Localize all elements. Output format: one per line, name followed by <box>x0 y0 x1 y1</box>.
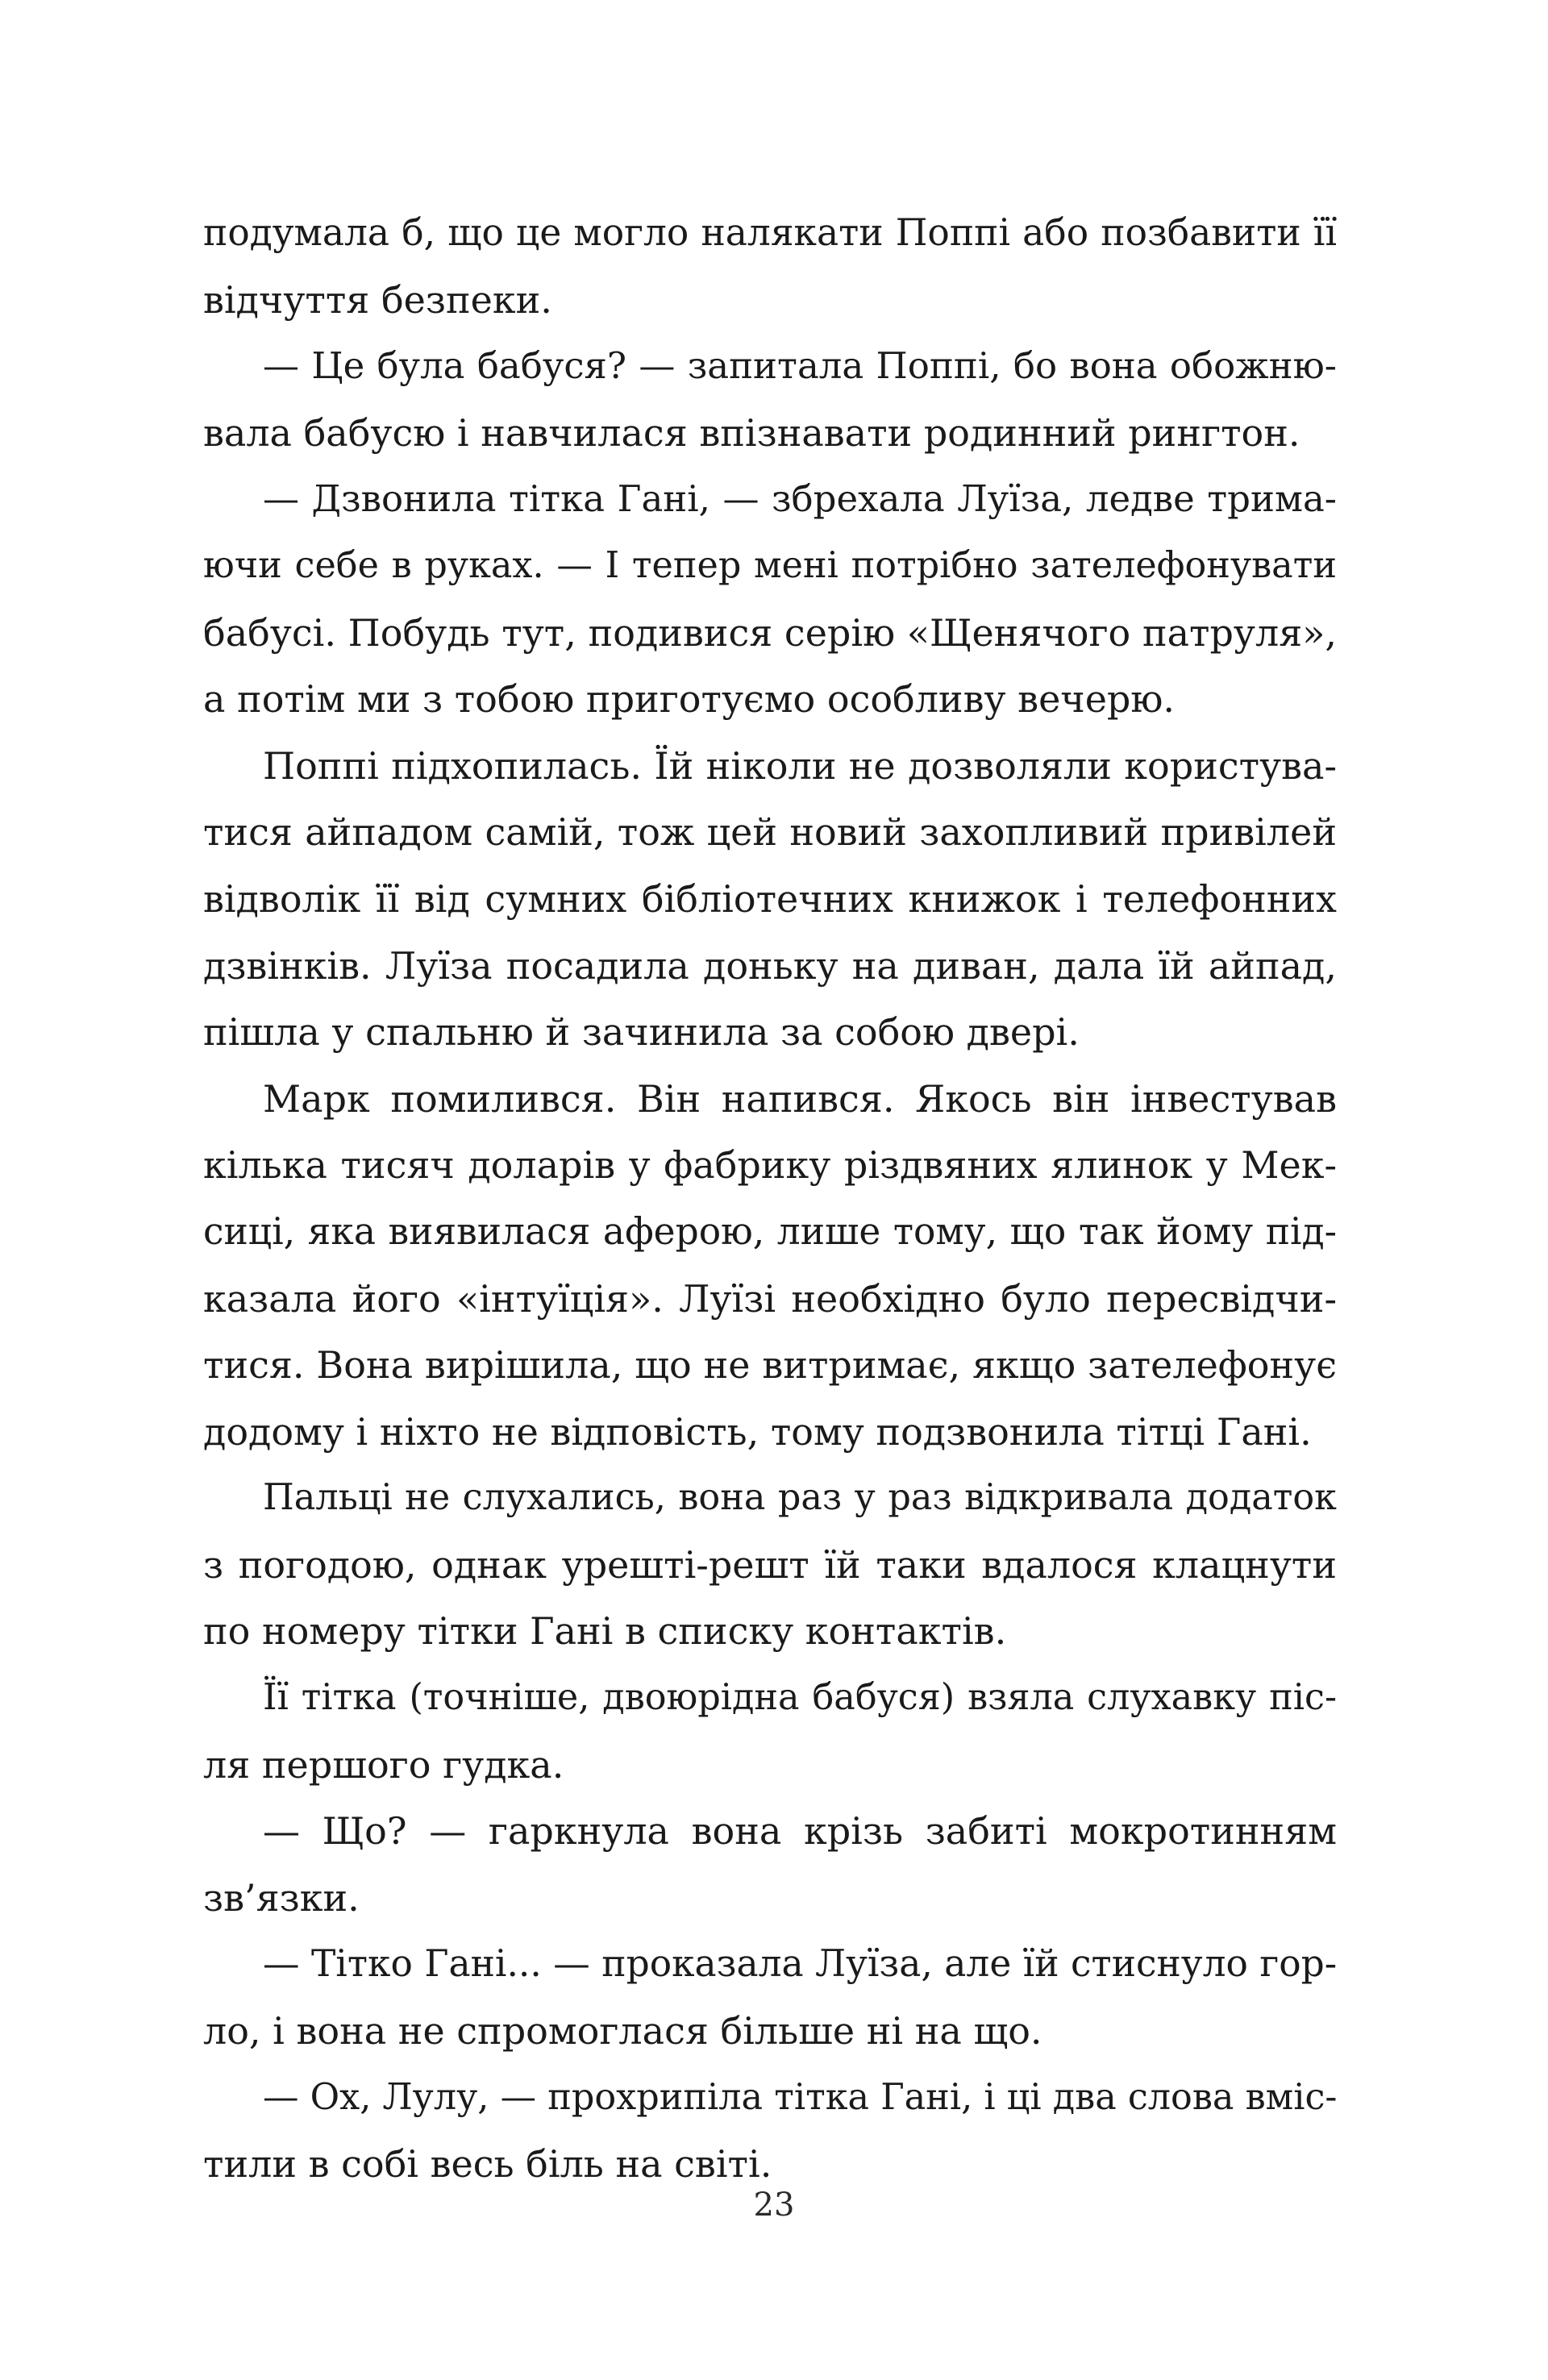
text-line: тися. Вона вирішила, що не витримає, якщо зателефонує <box>203 1343 1337 1388</box>
text-line: Марк помилився. Він напився. Якось він інвестував <box>263 1076 1337 1121</box>
text-line: дзвінків. Луїза посадила доньку на диван, дала їй айпад, <box>203 943 1337 988</box>
page-number: 23 <box>753 2187 795 2224</box>
text-line: ло, і вона не спромоглася більше ні на що. <box>203 2009 1042 2053</box>
text-line: ля першого гудка. <box>203 1742 564 1787</box>
text-line: тили в собі весь біль на світі. <box>203 2142 772 2187</box>
text-line: тися айпадом самій, тож цей новий захопливий привілей <box>203 810 1337 855</box>
text-line: сиці, яка виявилася аферою, лише тому, що так йому під- <box>203 1209 1337 1253</box>
text-line: ючи себе в руках. — І тепер мені потрібно зателефонувати <box>203 544 1337 586</box>
text-line: Її тітка (точніше, двоюрідна бабуся) взяла слухавку піс- <box>263 1677 1337 1719</box>
text-line: з погодою, однак урешті-решт їй таки вдалося клацнути <box>203 1542 1337 1587</box>
text-line: по номеру тітки Гані в списку контактів. <box>203 1609 1007 1654</box>
text-line: подумала б, що це могло налякати Поппі або позбавити її <box>203 211 1337 254</box>
text-line: відволік її від сумних бібліотечних книжок і телефонних <box>203 876 1337 921</box>
body-text <box>203 200 1337 2198</box>
text-line: Поппі підхопилась. Їй ніколи не дозволяли користува- <box>263 743 1337 788</box>
text-line: казала його «інтуїція». Луїзі необхідно було пересвідчи- <box>203 1276 1337 1321</box>
text-line: Пальці не слухались, вона раз у раз відкривала додаток <box>263 1477 1337 1519</box>
text-line: — Ох, Лулу, — прохрипіла тітка Гані, і ці два слова вміс- <box>263 2076 1338 2118</box>
text-line: відчуття безпеки. <box>203 277 552 322</box>
text-line: кілька тисяч доларів у фабрику різдвяних ялинок у Мек- <box>203 1143 1337 1188</box>
text-line: додому і ніхто не відповість, тому подзвонила тітці Гані. <box>203 1409 1312 1454</box>
text-line: — Це була бабуся? — запитала Поппі, бо вона обожню- <box>263 344 1337 388</box>
text-line: а потім ми з тобою приготуємо особливу вечерю. <box>203 677 1176 722</box>
text-line: пішла у спальню й зачинила за собою двері. <box>203 1010 1080 1055</box>
text-line: бабусі. Побудь тут, подивися серію «Щенячого патруля», <box>203 610 1337 655</box>
text-line: — Дзвонила тітка Гані, — збрехала Луїза, ледве трима- <box>263 477 1337 521</box>
text-line: вала бабусю і навчилася впізнавати родинний рингтон. <box>203 410 1300 455</box>
text-line: — Що? — гаркнула вона крізь забиті мокротинням <box>263 1809 1337 1854</box>
text-line: — Тітко Гані... — проказала Луїза, але їй стиснуло гор- <box>263 1942 1338 1986</box>
text-line: зв’язки. <box>203 1875 360 1920</box>
